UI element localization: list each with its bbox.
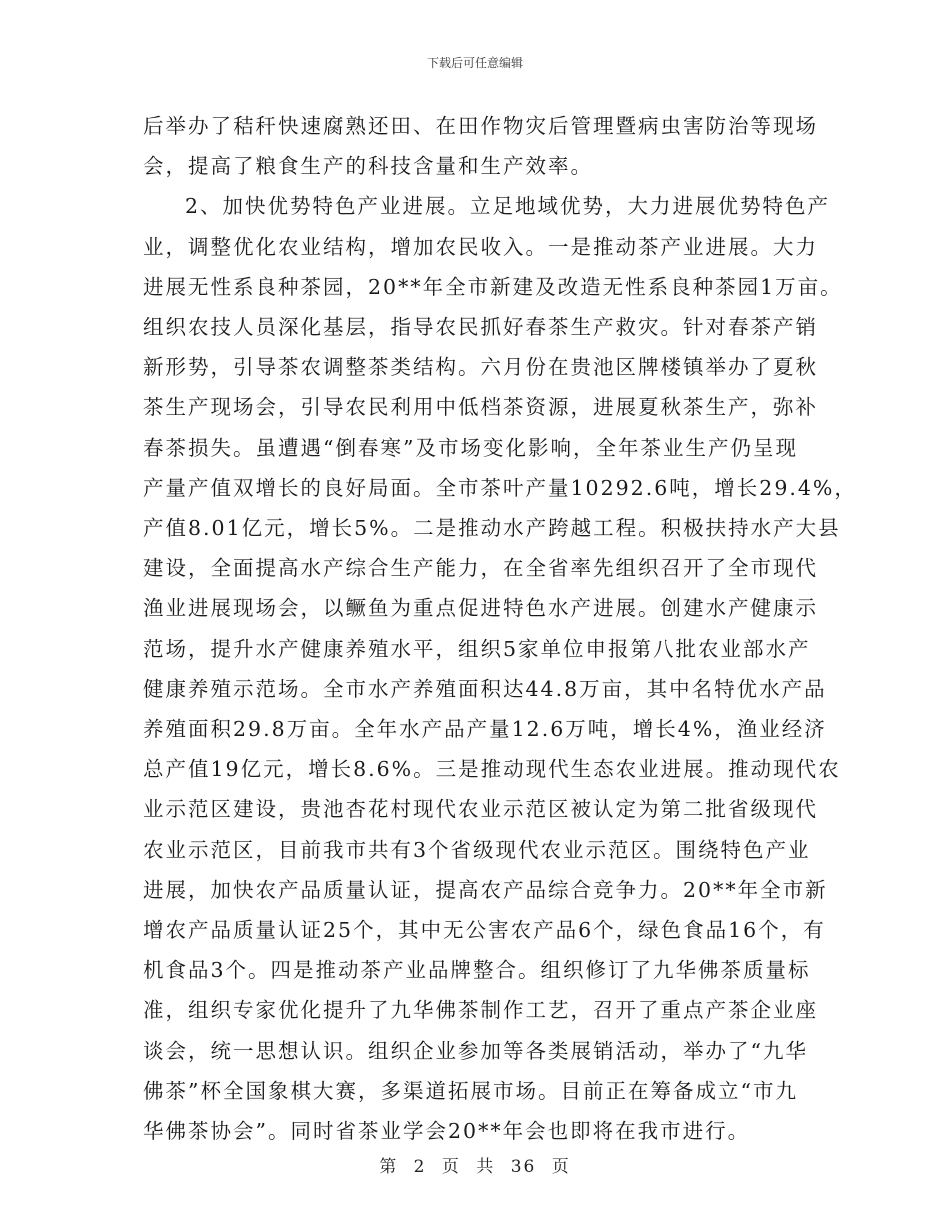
footer-page-mid: 页 [441,1157,461,1177]
document-body [143,106,857,1151]
footer-total-prefix: 共 [476,1157,496,1177]
text-line: 总产值19亿元，增长8.6%。三是推动现代生态农业进展。推动现代农 [143,757,841,782]
text-line: 产值8.01亿元，增长5%。二是推动水产跨越工程。积极扶持水产大县 [143,516,841,541]
text-line: 茶生产现场会，引导农民利用中低档茶资源，进展夏秋茶生产，弥补 [143,395,818,420]
paragraph-2 [143,186,857,1151]
page-footer [0,1152,950,1177]
text-line: 机食品3个。四是推动茶产业品牌整合。组织修订了九华佛茶质量标 [143,958,811,983]
text-line: 健康养殖示范场。全市水产养殖面积达44.8万亩，其中名特优水产品 [143,676,827,701]
text-line: 佛茶”杯全国象棋大赛，多渠道拓展市场。目前正在筹备成立“市九 [143,1078,798,1103]
footer-page-number: 2 [413,1157,427,1177]
text-line: 建设，全面提高水产综合生产能力，在全省率先组织召开了全市现代 [143,556,818,581]
text-line: 养殖面积29.8万亩。全年水产品产量12.6万吨，增长4%，渔业经济 [143,717,827,742]
footer-total-pages: 36 [510,1157,537,1177]
text-line: 2、加快优势特色产业进展。立足地域优势，大力进展优势特色产 [185,194,831,219]
text-line: 渔业进展现场会，以鳜鱼为重点促进特色水产进展。创建水产健康示 [143,596,818,621]
text-line: 增农产品质量认证25个，其中无公害农产品6个，绿色食品16个，有 [143,918,826,943]
text-line: 业，调整优化农业结构，增加农民收入。一是推动茶产业进展。大力 [143,234,818,259]
text-line: 组织农技人员深化基层，指导农民抓好春茶生产救灾。针对春茶产销 [143,315,818,340]
text-line: 谈会，统一思想认识。组织企业参加等各类展销活动，举办了“九华 [143,1038,808,1063]
text-line: 进展无性系良种茶园，20**年全市新建及改造无性系良种茶园1万亩。 [143,274,843,299]
text-line: 春茶损失。虽遭遇“倒春寒”及市场变化影响，全年茶业生产仍呈现 [143,435,798,460]
text-line: 产量产值双增长的良好局面。全市茶叶产量10292.6吨，增长29.4%， [143,475,857,500]
text-line: 后举办了秸秆快速腐熟还田、在田作物灾后管理暨病虫害防治等现场 [143,114,818,138]
footer-total-suffix: 页 [551,1157,571,1177]
text-line: 会，提高了粮食生产的科技含量和生产效率。 [143,154,593,179]
text-line: 准，组织专家优化提升了九华佛茶制作工艺，召开了重点产茶企业座 [143,998,818,1023]
text-line: 农业示范区，目前我市共有3个省级现代农业示范区。围绕特色产业 [143,837,811,862]
paragraph-1 [143,106,818,186]
text-line: 进展，加快农产品质量认证，提高农产品综合竞争力。20**年全市新 [143,877,828,902]
text-line: 新形势，引导茶农调整茶类结构。六月份在贵池区牌楼镇举办了夏秋 [143,355,818,380]
footer-page-prefix: 第 [379,1157,399,1177]
text-line: 业示范区建设，贵池杏花村现代农业示范区被认定为第二批省级现代 [143,797,818,822]
text-line: 华佛茶协会”。同时省茶业学会20**年会也即将在我市进行。 [143,1119,751,1144]
text-line: 范场，提升水产健康养殖水平，组织5家单位申报第八批农业部水产 [143,636,811,661]
page-header-note: 下载后可任意编辑 [426,56,523,70]
